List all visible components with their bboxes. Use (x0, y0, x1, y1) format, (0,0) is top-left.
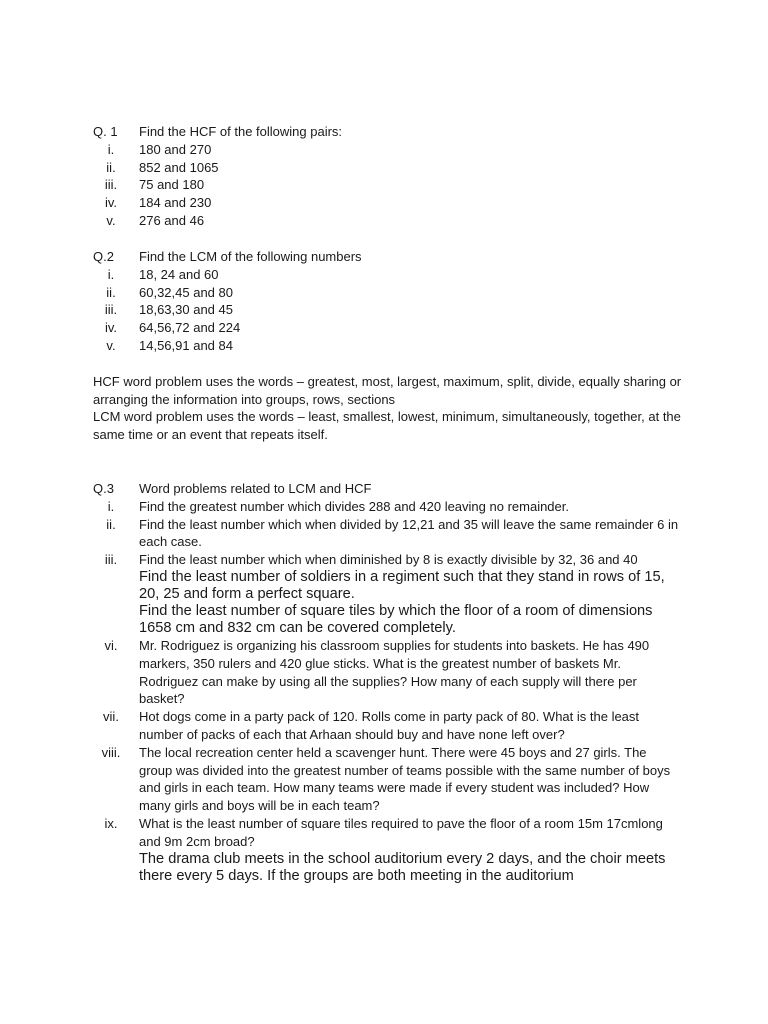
question-number: Q.2 (93, 249, 114, 264)
list-item: viii. The local recreation center held a scavenger hunt. There were 45 boys and 27 girls. The group was divided into the greatest number of teams possible with the same number of boys and girls in each team. How many teams were made if every student was included? How many girls and boys will be in each team? (101, 744, 671, 814)
list-item: ii. 60,32,45 and 80 (106, 284, 233, 300)
question-title: Find the HCF of the following pairs: (139, 124, 343, 139)
question-3 (93, 480, 683, 885)
question-title: Find the LCM of the following numbers (139, 249, 362, 264)
list-item: iv. 184 and 230 (104, 195, 212, 211)
list-item: ii. 852 and 1065 (106, 159, 219, 175)
list-item: vii. Hot dogs come in a party pack of 120. Rolls come in party pack of 80. What is the least number of packs of each that Arhaan should buy and have none left over? (103, 709, 640, 742)
question-2 (93, 248, 683, 355)
question-number: Q.3 (93, 481, 114, 496)
list-item: The drama club meets in the school auditorium every 2 days, and the choir meets there every 5 days. If the groups are both meeting in the auditorium (139, 850, 666, 884)
list-item: iii. 75 and 180 (104, 177, 205, 193)
list-item: ix. What is the least number of square tiles required to pave the floor of a room 15m 17cmlong and 9m 2cm broad? (104, 815, 663, 849)
lcm-note: LCM word problem uses the words – least, smallest, lowest, minimum, simultaneously, together, at the same time or an event that repeats itself. (93, 409, 681, 442)
list-item: Find the least number of square tiles by which the floor of a room of dimensions 1658 cm and 832 cm can be covered completely. (139, 602, 653, 636)
list-item: v. 276 and 46 (106, 212, 205, 228)
list-item: i. 180 and 270 (107, 141, 212, 157)
list-item: Find the least number of soldiers in a regiment such that they stand in rows of 15, 20, 25 and form a perfect square. (139, 568, 665, 602)
list-item: v. 14,56,91 and 84 (106, 337, 233, 353)
list-item: iii. Find the least number which when diminished by 8 is exactly divisible by 32, 36 and 40 (104, 552, 638, 568)
question-title: Word problems related to LCM and HCF (139, 481, 372, 496)
list-item: i. Find the greatest number which divides 288 and 420 leaving no remainder. (107, 498, 569, 514)
list-item: vi. Mr. Rodriguez is organizing his classroom supplies for students into baskets. He has 490 markers, 350 rulers and 420 glue sticks. What is the greatest number of baskets Mr. Rodriguez can make by using all the supplies? How many of each supply will there per basket? (104, 637, 650, 707)
hcf-note: HCF word problem uses the words – greatest, most, largest, maximum, split, divide, equally sharing or arranging the information into groups, rows, sections (93, 374, 682, 407)
list-item: iv. 64,56,72 and 224 (104, 320, 241, 336)
question-number: Q. 1 (93, 124, 118, 139)
question-1 (93, 123, 683, 230)
list-item: iii. 18,63,30 and 45 (104, 302, 233, 318)
list-item: i. 18, 24 and 60 (107, 266, 219, 282)
list-item: ii. Find the least number which when divided by 12,21 and 35 will leave the same remainder 6 in each case. (106, 516, 679, 550)
